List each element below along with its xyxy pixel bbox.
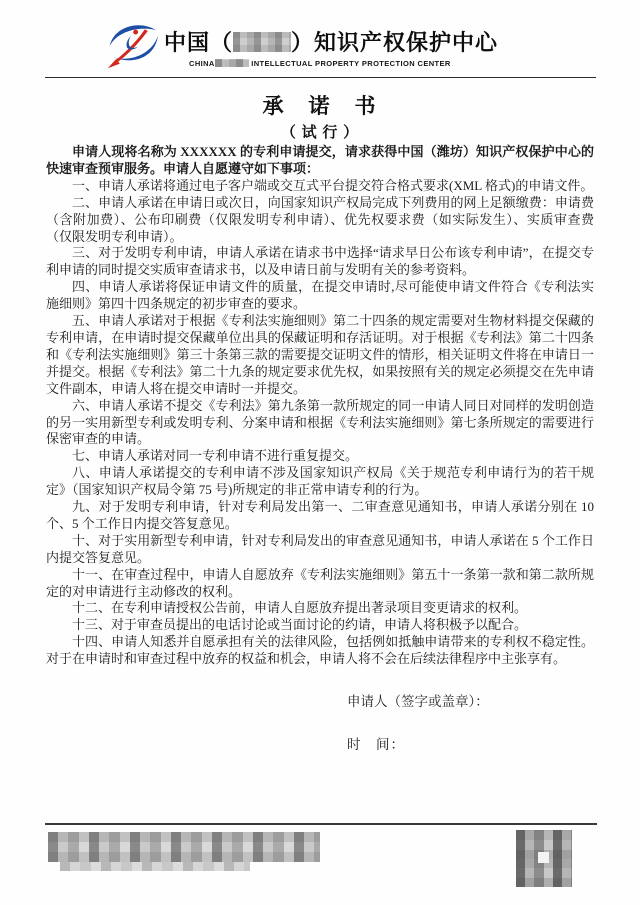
- header-divider: [45, 77, 596, 78]
- org-name-en: [164, 59, 498, 68]
- censored-region-name: [233, 32, 291, 52]
- clause-13: 十三、对于审查员提出的电话讨论或当面讨论的约请，申请人将积极予以配合。: [72, 617, 528, 633]
- clause-12: 十二、在专利申请授权公告前，申请人自愿放弃提出著录项目变更请求的权利。: [72, 600, 528, 616]
- qr-center-block: [538, 852, 549, 863]
- intro-paragraph: 申请人现将名称为 XXXXXX 的专利申请提交，请求获得中国（潍坊）知识产权保护中心的快速审查预审服务。申请人自愿遵守如下事项：: [46, 144, 594, 176]
- org-name-block: [164, 26, 498, 68]
- document-subtitle: （ 试 行 ）: [280, 125, 360, 141]
- clause-9: 九、对于发明专利申请，针对专利局发出第一、二审查意见通知书，申请人承诺分别在 10 个、5 个工作日内提交答复意见。: [46, 499, 594, 531]
- org-cn-suffix: ）知识产权保护中心: [291, 30, 499, 55]
- signature-block: [347, 690, 489, 753]
- time-label: 时 间：: [347, 737, 405, 752]
- censored-region-name-en: [215, 59, 249, 67]
- clause-8: 八、申请人承诺提交的专利申请不涉及国家知识产权局《关于规范专利申请行为的若干规定》（国家知识产权局令第 75 号)所规定的非正常申请专利的行为。: [46, 465, 594, 498]
- document-body: [46, 144, 594, 668]
- org-en-prefix: CHINA: [189, 59, 215, 68]
- org-cn-prefix: 中国（: [164, 30, 234, 55]
- censored-footer-contact: [48, 832, 320, 862]
- org-en-suffix: INTELLECTUAL PROPERTY PROTECTION CENTER: [251, 59, 451, 68]
- clause-2: 二、申请人承诺在申请日或次日，向国家知识产权局完成下列费用的网上足额缴费：申请费（含附加费）、公布印刷费（仅限发明专利申请）、优先权要求费（如实际发生）、实质审查费（仅限发明专利申请）。: [46, 194, 594, 244]
- clause-10: 十、对于实用新型专利申请，针对专利局发出的审查意见通知书，申请人承诺在 5 个工作日内提交答复意见。: [46, 532, 594, 565]
- clause-5: 五、申请人承诺对于根据《专利法实施细则》第二十四条的规定需要对生物材料提交保藏的专利申请，在申请时提交保藏单位出具的保藏证明和存活证明。对于根据《专利法》第二十四条和《专利法实施细则》第三十条第三款的需要提交证明文件的情形，相关证明文件将在申请日一并提交。根据《专利法》第二十九条的规定要求优先权，如果按照有关的规定必须提交在先申请文件副本，申请人将在提交申请时一并提交。: [46, 313, 594, 396]
- applicant-signature-label: 申请人（签字或盖章）：: [347, 694, 489, 709]
- censored-qr-code: [516, 830, 572, 887]
- footer-divider: [45, 823, 597, 825]
- clause-11: 十一、在审查过程中，申请人自愿放弃《专利法实施细则》第五十一条第一款和第二款所规定的对申请进行主动修改的权利。: [46, 566, 594, 599]
- cnipa-logo-icon: [103, 20, 159, 72]
- clause-4: 四、申请人承诺将保证申请文件的质量，在提交申请时,尽可能使申请文件符合《专利法实施细则》第四十四条规定的初步审查的要求。: [46, 279, 594, 312]
- clause-7: 七、申请人承诺对同一专利申请不进行重复提交。: [72, 448, 359, 464]
- org-name-cn: [164, 26, 498, 57]
- document-title: 承 诺 书: [262, 94, 378, 118]
- clause-3: 三、对于发明专利申请，申请人承诺在请求书中选择“请求早日公布该专利申请”，在提交专利申请的同时提交实质审查请求书，以及申请日前与发明有关的参考资料。: [46, 245, 594, 278]
- clause-1: 一、申请人承诺将通过电子客户端或交互式平台提交符合格式要求(XML 格式)的申请文件。: [72, 177, 594, 193]
- censored-footer-contact-line2: [60, 862, 250, 871]
- clause-6: 六、申请人承诺不提交《专利法》第九条第一款所规定的同一申请人同日对同样的发明创造的另一实用新型专利或发明专利、分案申请和根据《专利法实施细则》第七条所规定的需要进行保密审查的申请。: [46, 397, 594, 447]
- clause-14: 十四、申请人知悉并自愿承担有关的法律风险，包括例如抵触申请带来的专利权不稳定性。对于在申请时和审查过程中放弃的权益和机会，申请人将不会在后续法律程序中主张享有。: [46, 634, 594, 667]
- letterhead: [0, 0, 640, 78]
